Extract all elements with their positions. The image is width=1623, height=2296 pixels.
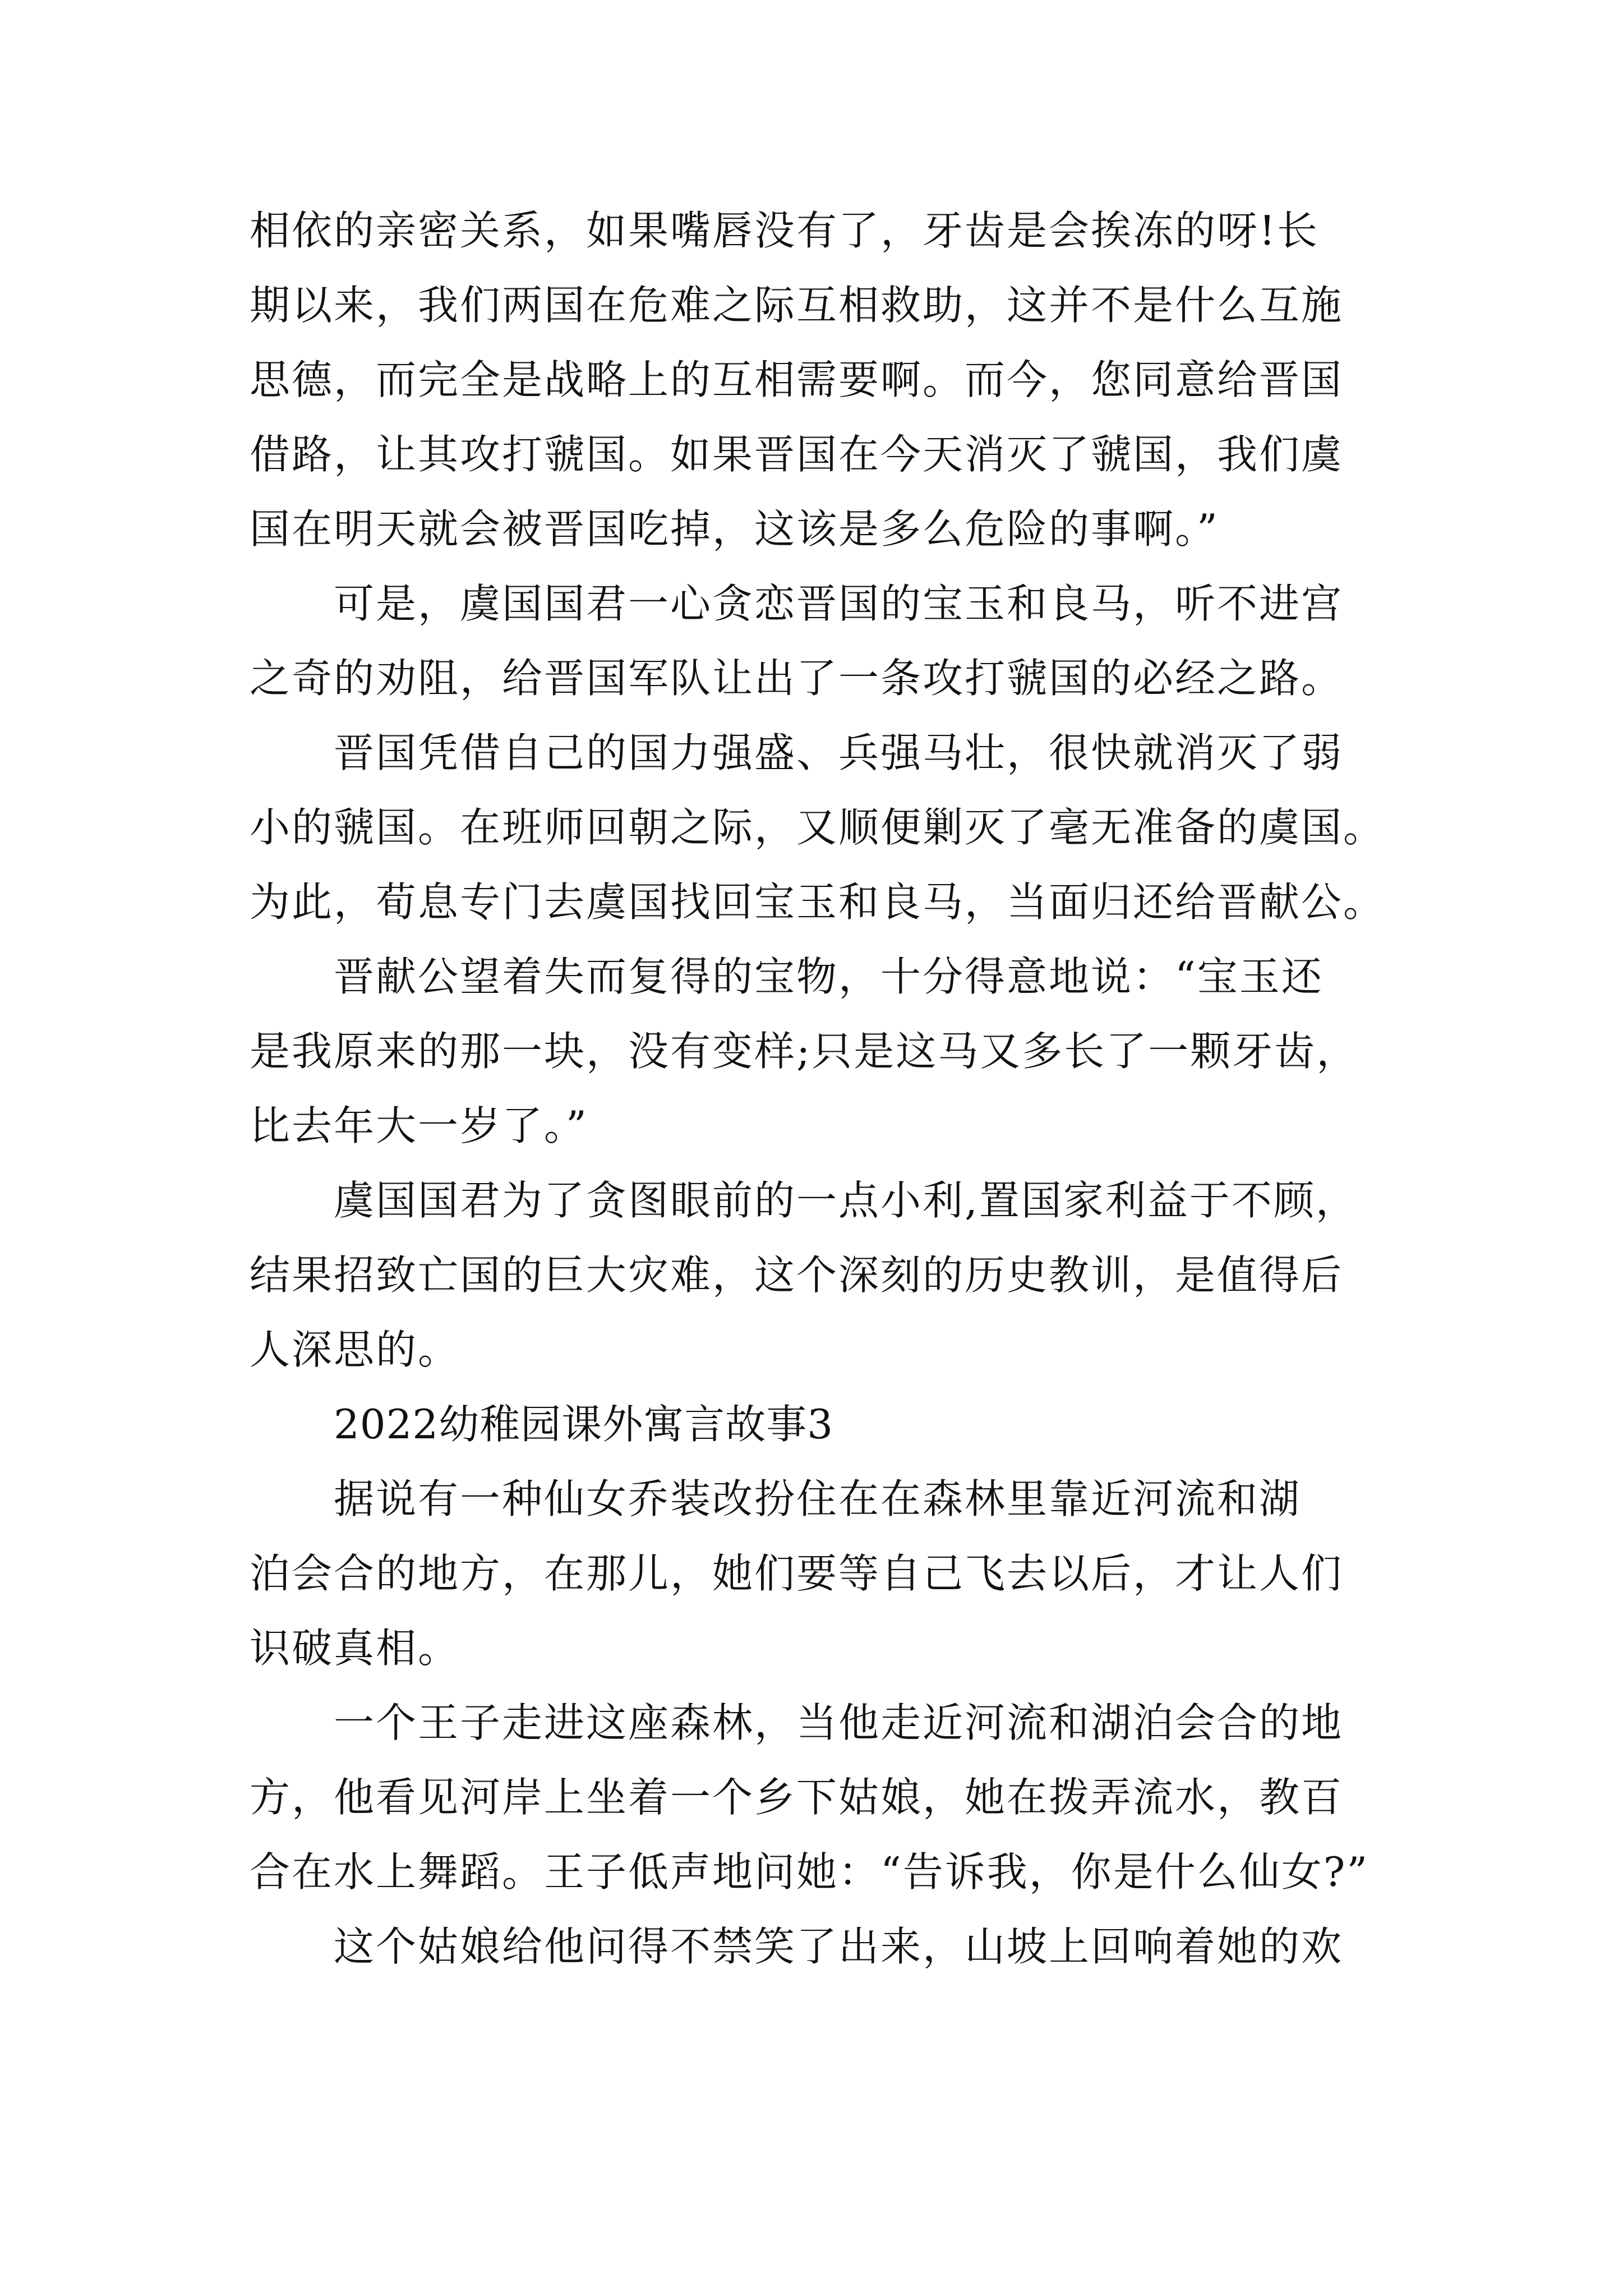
- text-line: 借路，让其攻打虢国。如果晋国在今天消灭了虢国，我们虞: [250, 431, 1344, 478]
- text-line: 泊会合的地方，在那儿，她们要等自己飞去以后，才让人们: [250, 1550, 1344, 1597]
- text-line: 合在水上舞蹈。王子低声地问她：“告诉我，你是什么仙女?”: [250, 1848, 1370, 1895]
- text-line: 比去年大一岁了。”: [250, 1102, 588, 1149]
- text-line: 据说有一种仙女乔装改扮住在在森林里靠近河流和湖: [334, 1475, 1302, 1522]
- text-line: 思德，而完全是战略上的互相需要啊。而今，您同意给晋国: [250, 356, 1344, 403]
- text-line: 人深思的。: [250, 1326, 460, 1373]
- text-line: 期以来，我们两国在危难之际互相救助，这并不是什么互施: [250, 282, 1344, 329]
- text-line: 相依的亲密关系，如果嘴唇没有了，牙齿是会挨冻的呀!长: [250, 207, 1319, 254]
- text-line: 为此，荀息专门去虞国找回宝玉和良马，当面归还给晋献公。: [250, 878, 1386, 926]
- text-line: 一个王子走进这座森林，当他走近河流和湖泊会合的地: [334, 1699, 1344, 1746]
- section-heading: 2022幼稚园课外寓言故事3: [334, 1401, 834, 1448]
- document-body: [250, 194, 1433, 1984]
- text-line: 这个姑娘给他问得不禁笑了出来，山坡上回响着她的欢: [334, 1923, 1344, 1970]
- text-line: 之奇的劝阻，给晋国军队让出了一条攻打虢国的必经之路。: [250, 655, 1344, 702]
- text-line: 识破真相。: [250, 1625, 460, 1672]
- text-line: 是我原来的那一块，没有变样;只是这马又多长了一颗牙齿，: [250, 1028, 1359, 1075]
- text-line: 晋国凭借自己的国力强盛、兵强马壮，很快就消灭了弱: [334, 729, 1344, 776]
- text-line: 小的虢国。在班师回朝之际，又顺便剿灭了毫无准备的虞国。: [250, 804, 1386, 851]
- text-line: 国在明天就会被晋国吃掉，这该是多么危险的事啊。”: [250, 505, 1219, 553]
- text-line: 晋献公望着失而复得的宝物，十分得意地说：“宝玉还: [334, 953, 1324, 1000]
- text-line: 虞国国君为了贪图眼前的一点小利,置国家利益于不顾，: [334, 1177, 1358, 1224]
- text-line: 结果招致亡国的巨大灾难，这个深刻的历史教训，是值得后: [250, 1251, 1344, 1299]
- text-line: 方，他看见河岸上坐着一个乡下姑娘，她在拨弄流水，教百: [250, 1774, 1344, 1821]
- text-line: 可是，虞国国君一心贪恋晋国的宝玉和良马，听不进宫: [334, 580, 1344, 627]
